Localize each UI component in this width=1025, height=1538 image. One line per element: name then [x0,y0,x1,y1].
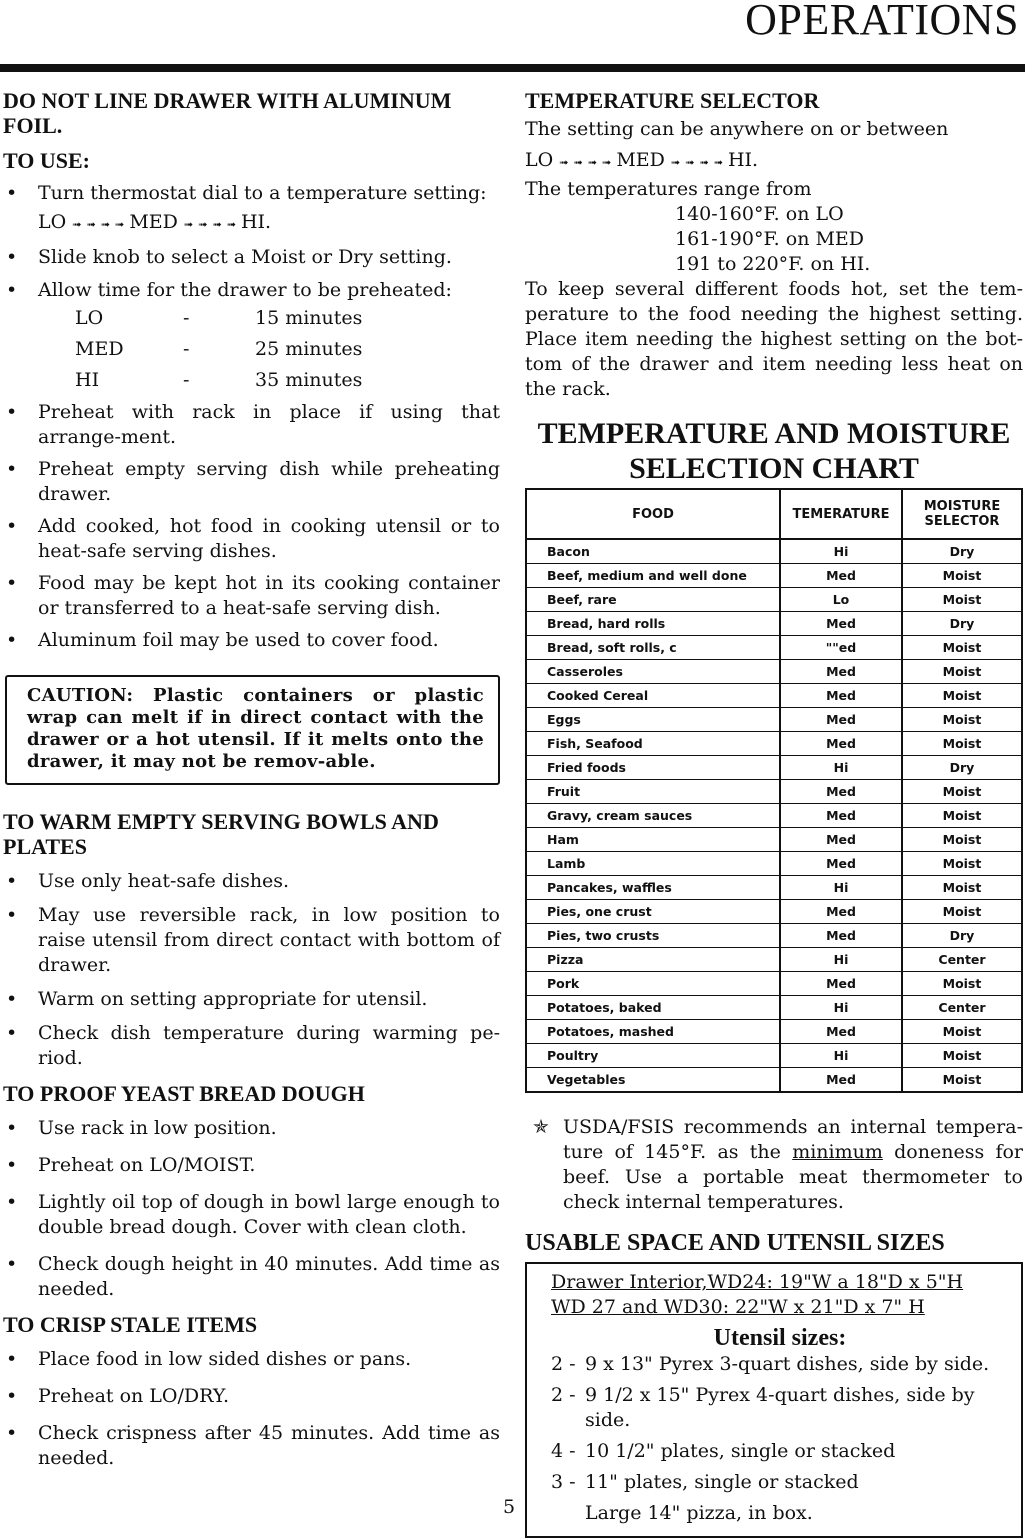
list-item: Large 14" pizza, in box. [585,1502,813,1524]
table-row [526,828,1022,852]
temperature-cell: Med [780,852,902,876]
list-item: • Turn thermostat dial to a temperature setting: [3,181,500,206]
list-item: • Preheat empty serving dish while preheating drawer. [3,457,500,507]
temperature-cell: Med [780,1068,902,1093]
moisture-cell: Moist [902,588,1022,612]
chart-title: TEMPERATURE AND MOISTURE [537,417,1011,450]
list-item: • Use only heat-safe dishes. [3,869,500,894]
food-cell: Pies, one crust [526,900,780,924]
food-cell: Pies, two crusts [526,924,780,948]
table-row [526,708,1022,732]
interior-line-1: Drawer Interior,WD24: 19"W a 18"D x 5"H [551,1271,964,1293]
page-title: OPERATIONS [745,0,1019,44]
list-item: • Check crispness after 45 minutes. Add time as needed. [3,1421,500,1471]
proof-heading: TO PROOF YEAST BREAD DOUGH [3,1081,365,1106]
header-rule [0,64,1025,72]
list-item: • Check dough height in 40 minutes. Add time as needed. [3,1252,500,1302]
temperature-cell: Hi [780,996,902,1020]
temperature-cell: Med [780,564,902,588]
table-row [526,972,1022,996]
dial-sequence: LO ➟ ➟ ➟ ➟ MED ➟ ➟ ➟ ➟ HI. [525,149,759,171]
moisture-cell: Moist [902,972,1022,996]
food-cell: Potatoes, baked [526,996,780,1020]
caution-box: CAUTION: Plastic containers or plastic wrap can melt if in direct contact with the drawer or a hot utensil. If it melts onto the drawer, it may not be remov-able. [5,675,500,785]
warm-heading: TO WARM EMPTY SERVING BOWLS AND PLATES [3,809,439,859]
list-item: • Allow time for the drawer to be preheated: [3,278,500,303]
moisture-cell: Moist [902,876,1022,900]
food-cell: Bread, soft rolls, c [526,636,780,660]
food-cell: Eggs [526,708,780,732]
table-row [526,876,1022,900]
dial-sequence: LO ➟ ➟ ➟ ➟ MED ➟ ➟ ➟ ➟ HI. [38,211,272,233]
table-body [526,539,1022,1092]
food-cell: Potatoes, mashed [526,1020,780,1044]
temperature-cell: Med [780,732,902,756]
table-row [526,948,1022,972]
page-number: 5 [503,1496,516,1518]
table-row [526,1068,1022,1093]
table-row [526,1044,1022,1068]
temperature-cell: Hi [780,756,902,780]
moisture-cell: Moist [902,660,1022,684]
range-hi: 191 to 220°F. on HI. [675,253,871,275]
food-cell: Poultry [526,1044,780,1068]
table-row [526,900,1022,924]
list-item: • Preheat on LO/MOIST. [3,1153,500,1178]
temperature-cell: Med [780,900,902,924]
temperature-cell: Hi [780,1044,902,1068]
utensil-heading: Utensil sizes: [713,1325,847,1351]
range-lo: 140-160°F. on LO [675,203,844,225]
moisture-cell: Moist [902,1020,1022,1044]
food-cell: Fried foods [526,756,780,780]
food-cell: Fruit [526,780,780,804]
moisture-cell: Dry [902,539,1022,564]
food-cell: Cooked Cereal [526,684,780,708]
list-item: • Warm on setting appropriate for utensil. [3,987,500,1012]
table-row [526,564,1022,588]
food-cell: Ham [526,828,780,852]
preheat-times: LO - 15 minutes MED - 25 minutes HI - 35 minutes [75,307,363,391]
list-item: • Lightly oil top of dough in bowl large enough to double bread dough. Cover with clean cloth. [3,1190,500,1240]
list-item: • Place food in low sided dishes or pans. [3,1347,500,1372]
food-cell: Fish, Seafood [526,732,780,756]
moisture-cell: Center [902,996,1022,1020]
table-row [526,684,1022,708]
table-row [526,996,1022,1020]
food-cell: Casseroles [526,660,780,684]
selector-intro: The setting can be anywhere on or between [525,118,949,140]
list-item: • Preheat with rack in place if using that arrange-ment. [3,400,500,450]
moisture-cell: Dry [902,924,1022,948]
moisture-cell: Moist [902,564,1022,588]
moisture-cell: Moist [902,1068,1022,1093]
moisture-cell: Moist [902,828,1022,852]
moisture-cell: Dry [902,756,1022,780]
moisture-cell: Moist [902,684,1022,708]
right-column [525,88,1023,1538]
moisture-header: MOISTURE SELECTOR [902,489,1022,539]
food-cell: Pizza [526,948,780,972]
moisture-cell: Moist [902,708,1022,732]
chart-subtitle: SELECTION CHART [629,452,919,485]
table-row [526,588,1022,612]
list-item: • May use reversible rack, in low position to raise utensil from direct contact with bottom of drawer. [3,903,500,978]
crisp-heading: TO CRISP STALE ITEMS [3,1312,258,1337]
food-header: FOOD [526,489,780,539]
moisture-cell: Moist [902,1044,1022,1068]
list-item: • Preheat on LO/DRY. [3,1384,500,1409]
table-row [526,612,1022,636]
selector-heading: TEMPERATURE SELECTOR [525,88,820,113]
moisture-cell: Moist [902,636,1022,660]
list-item: 4 - 10 1/2" plates, single or stacked [551,1440,896,1462]
table-row [526,1020,1022,1044]
table-row [526,924,1022,948]
temperature-cell: Med [780,780,902,804]
list-item: • Use rack in low position. [3,1116,500,1141]
table-row [526,660,1022,684]
table-row [526,852,1022,876]
list-item: 2 - 9 1/2 x 15" Pyrex 4-quart dishes, side by side. [551,1384,975,1431]
table-row [526,780,1022,804]
moisture-cell: Center [902,948,1022,972]
temperature-cell: Hi [780,948,902,972]
temperature-cell: Med [780,828,902,852]
list-item: • Aluminum foil may be used to cover food. [3,628,500,653]
temperature-cell: Med [780,708,902,732]
food-cell: Pork [526,972,780,996]
moisture-cell: Moist [902,804,1022,828]
moisture-cell: Moist [902,852,1022,876]
temperature-cell: Med [780,660,902,684]
usda-note: ✯ USDA/FSIS recommends an internal tempera-ture of 145°F. as the minimum doneness for beef. Use a portable meat thermometer to check internal temperatures. [533,1116,1024,1213]
table-row [526,636,1022,660]
range-med: 161-190°F. on MED [675,228,865,250]
temperature-cell: Med [780,924,902,948]
food-cell: Bread, hard rolls [526,612,780,636]
temp-header: TEMERATURE [780,489,902,539]
range-intro: The temperatures range from [525,178,812,200]
space-heading: USABLE SPACE AND UTENSIL SIZES [525,1230,945,1256]
space-box [525,1262,1023,1538]
star-icon: ✯ [533,1116,549,1138]
table-row [526,756,1022,780]
food-cell: Lamb [526,852,780,876]
list-item: • Check dish temperature during warming pe-riod. [3,1021,500,1071]
table-row [526,539,1022,564]
moisture-cell: Dry [902,612,1022,636]
temperature-cell: ""ed [780,636,902,660]
selection-chart-table [525,488,1023,1093]
warning-heading: DO NOT LINE DRAWER WITH ALUMINUM FOIL. [3,88,452,138]
temperature-cell: Lo [780,588,902,612]
food-cell: Bacon [526,539,780,564]
temperature-cell: Hi [780,876,902,900]
list-item: 3 - 11" plates, single or stacked [551,1471,859,1493]
food-cell: Pancakes, waffles [526,876,780,900]
moisture-cell: Moist [902,780,1022,804]
list-item: • Food may be kept hot in its cooking container or transferred to a heat-safe serving dish. [3,571,500,621]
food-cell: Vegetables [526,1068,780,1093]
food-cell: Gravy, cream sauces [526,804,780,828]
temperature-cell: Med [780,804,902,828]
temperature-cell: Med [780,972,902,996]
table-header-row [526,489,1022,539]
moisture-cell: Moist [902,900,1022,924]
food-cell: Beef, medium and well done [526,564,780,588]
list-item: • Add cooked, hot food in cooking utensil or to heat-safe serving dishes. [3,514,500,564]
table-row [526,732,1022,756]
temperature-cell: Hi [780,539,902,564]
list-item: 2 - 9 x 13" Pyrex 3-quart dishes, side by side. [551,1353,990,1375]
temperature-cell: Med [780,1020,902,1044]
moisture-cell: Moist [902,732,1022,756]
temperature-cell: Med [780,612,902,636]
keep-hot-text: To keep several different foods hot, set the tem-perature to the food needing the highest setting. Place item needing the highest setting on the bot-tom of the drawer and item needing less heat on the rack. [525,278,1023,400]
left-column [3,88,500,1471]
interior-line-2: WD 27 and WD30: 22"W x 21"D x 7" H [551,1296,925,1318]
table-row [526,804,1022,828]
to-use-heading: TO USE: [3,148,91,173]
temperature-cell: Med [780,684,902,708]
list-item: • Slide knob to select a Moist or Dry setting. [3,245,500,270]
food-cell: Beef, rare [526,588,780,612]
